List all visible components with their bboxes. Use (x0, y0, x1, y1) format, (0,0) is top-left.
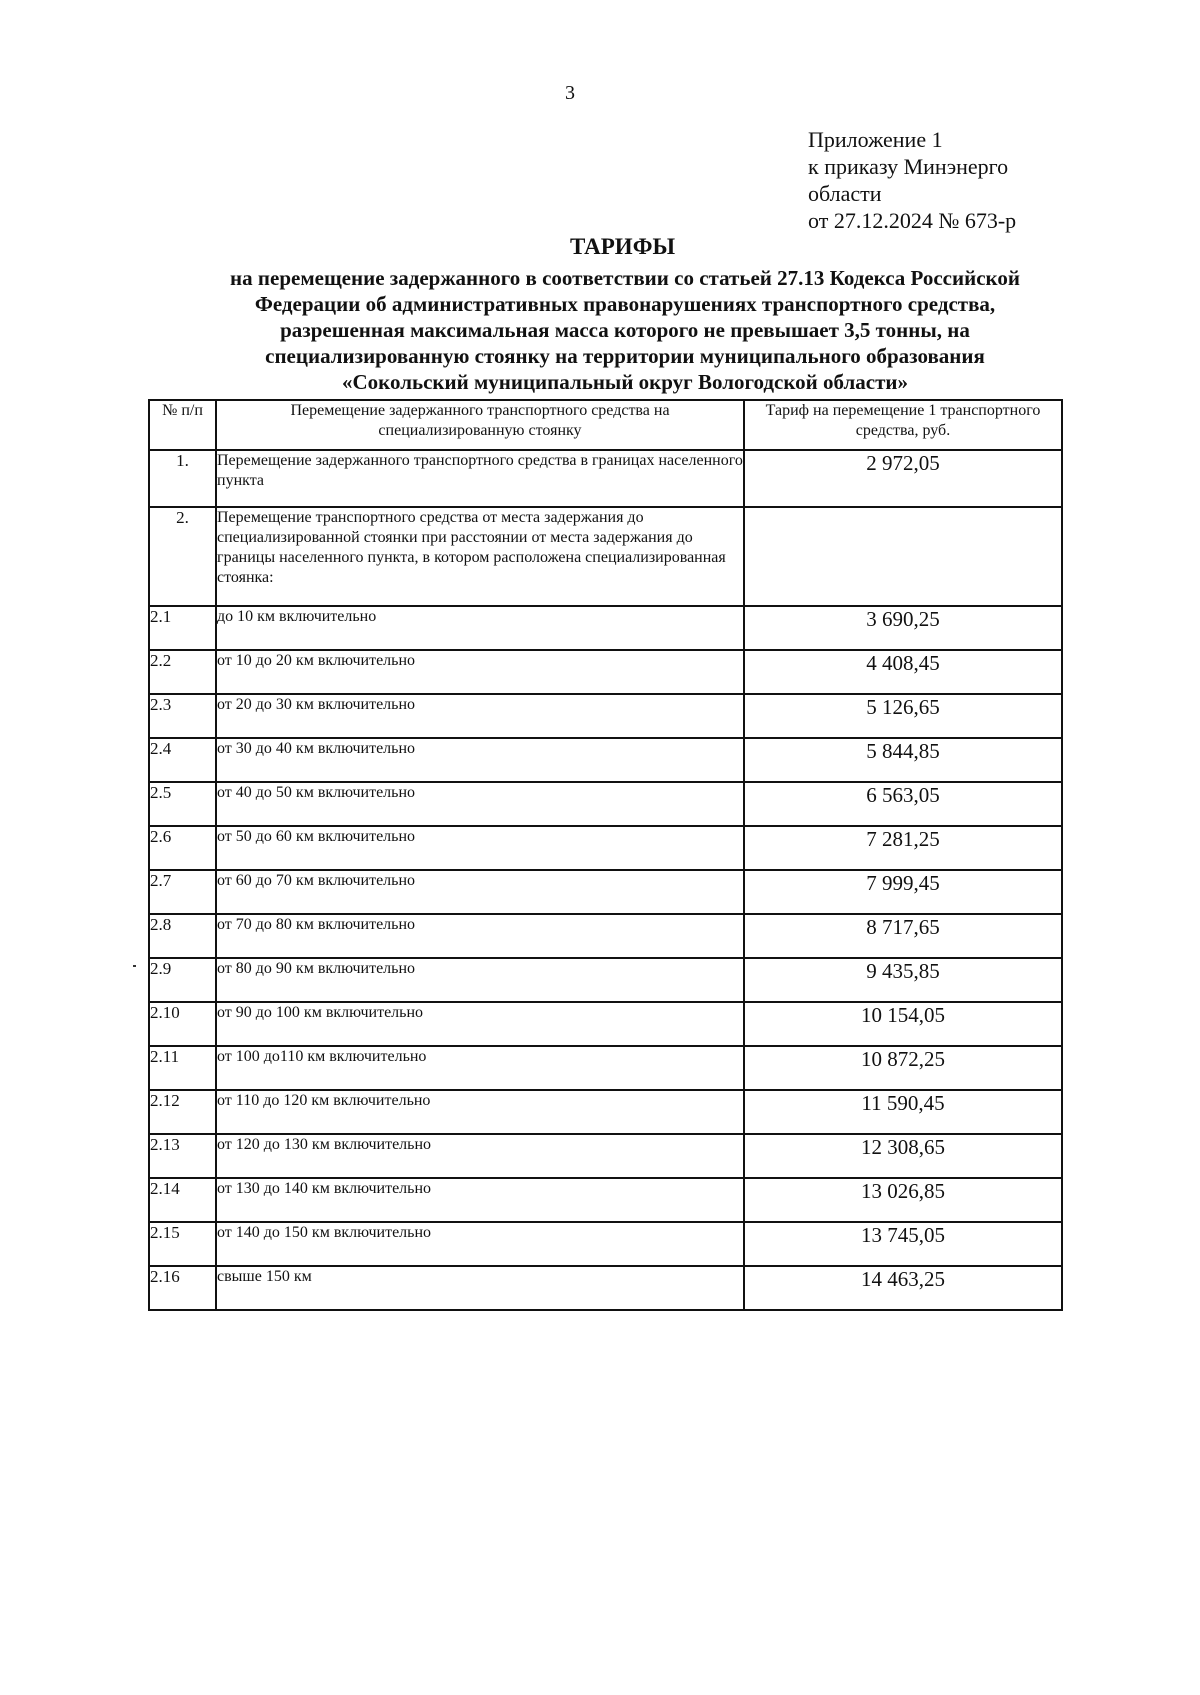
row-tariff: 3 690,25 (744, 606, 1062, 650)
row-tariff: 14 463,25 (744, 1266, 1062, 1310)
row-description: от 60 до 70 км включительно (216, 870, 744, 914)
row-tariff: 8 717,65 (744, 914, 1062, 958)
table-row (149, 782, 1062, 826)
row-number: 1. (149, 450, 216, 507)
row-tariff: 9 435,85 (744, 958, 1062, 1002)
row-description: от 110 до 120 км включительно (216, 1090, 744, 1134)
row-description: от 30 до 40 км включительно (216, 738, 744, 782)
row-description: Перемещение задержанного транспортного средства в границах населенного пункта (216, 450, 744, 507)
row-description: от 20 до 30 км включительно (216, 694, 744, 738)
row-tariff: 7 281,25 (744, 826, 1062, 870)
row-tariff: 7 999,45 (744, 870, 1062, 914)
table-row (149, 606, 1062, 650)
table-row (149, 1266, 1062, 1310)
appendix-line-4: от 27.12.2024 № 673-р (808, 208, 1017, 233)
header-tariff: Тариф на перемещение 1 транспортного средства, руб. (744, 400, 1062, 450)
row-description: от 100 до110 км включительно (216, 1046, 744, 1090)
header-number: № п/п (149, 400, 216, 450)
document-title: ТАРИФЫ (569, 234, 676, 259)
row-tariff: 10 872,25 (744, 1046, 1062, 1090)
subtitle-line-2: Федерации об административных правонарушениях транспортного средства, (254, 292, 996, 316)
row-tariff: 2 972,05 (744, 450, 1062, 507)
row-tariff: 11 590,45 (744, 1090, 1062, 1134)
row-description: свыше 150 км (216, 1266, 744, 1310)
table-row (149, 826, 1062, 870)
row-number: 2.5 (149, 782, 216, 826)
row-description: от 40 до 50 км включительно (216, 782, 744, 826)
row-number: 2.11 (149, 1046, 216, 1090)
table-row (149, 870, 1062, 914)
row-number: 2.6 (149, 826, 216, 870)
table-row (149, 1046, 1062, 1090)
appendix-line-1: Приложение 1 (808, 127, 943, 152)
row-tariff: 6 563,05 (744, 782, 1062, 826)
header-description: Перемещение задержанного транспортного средства на специализированную стоянку (216, 400, 744, 450)
row-description: от 70 до 80 км включительно (216, 914, 744, 958)
table-row (149, 1134, 1062, 1178)
row-number: 2.14 (149, 1178, 216, 1222)
row-number: 2.15 (149, 1222, 216, 1266)
row-tariff: 10 154,05 (744, 1002, 1062, 1046)
table-row (149, 1178, 1062, 1222)
scan-speck (133, 965, 136, 967)
row-tariff: 5 126,65 (744, 694, 1062, 738)
row-description: до 10 км включительно (216, 606, 744, 650)
table-row (149, 738, 1062, 782)
row-number: 2. (149, 507, 216, 606)
row-description: от 90 до 100 км включительно (216, 1002, 744, 1046)
subtitle-line-3: разрешенная максимальная масса которого не превышает 3,5 тонны, на (280, 318, 970, 342)
row-number: 2.8 (149, 914, 216, 958)
table-row (149, 650, 1062, 694)
row-tariff: 13 026,85 (744, 1178, 1062, 1222)
row-number: 2.9 (149, 958, 216, 1002)
row-description: Перемещение транспортного средства от места задержания до специализированной стоянки при расстоянии от места задержания до границы населенного пункта, в котором расположена специализированная стоянка: (216, 507, 744, 606)
row-tariff (744, 507, 1062, 606)
row-number: 2.16 (149, 1266, 216, 1310)
table-row (149, 694, 1062, 738)
row-tariff: 12 308,65 (744, 1134, 1062, 1178)
row-description: от 130 до 140 км включительно (216, 1178, 744, 1222)
row-number: 2.3 (149, 694, 216, 738)
table-row (149, 958, 1062, 1002)
table-row (149, 507, 1062, 606)
row-description: от 50 до 60 км включительно (216, 826, 744, 870)
row-description: от 140 до 150 км включительно (216, 1222, 744, 1266)
appendix-line-3: области (808, 181, 882, 206)
row-number: 2.1 (149, 606, 216, 650)
appendix-block (808, 126, 1016, 234)
row-tariff: 4 408,45 (744, 650, 1062, 694)
subtitle-line-4: специализированную стоянку на территории муниципального образования (265, 344, 985, 368)
row-number: 2.7 (149, 870, 216, 914)
appendix-line-2: к приказу Минэнерго (808, 154, 1009, 179)
table-row (149, 914, 1062, 958)
row-number: 2.4 (149, 738, 216, 782)
document-subtitle (160, 265, 1090, 395)
table-row (149, 1090, 1062, 1134)
table-header-row (149, 400, 1062, 450)
row-description: от 120 до 130 км включительно (216, 1134, 744, 1178)
subtitle-line-5: «Сокольский муниципальный округ Вологодской области» (341, 370, 908, 394)
row-tariff: 5 844,85 (744, 738, 1062, 782)
row-number: 2.12 (149, 1090, 216, 1134)
table-row (149, 1222, 1062, 1266)
row-number: 2.10 (149, 1002, 216, 1046)
row-description: от 10 до 20 км включительно (216, 650, 744, 694)
subtitle-line-1: на перемещение задержанного в соответствии со статьей 27.13 Кодекса Российской (230, 266, 1020, 290)
row-tariff: 13 745,05 (744, 1222, 1062, 1266)
row-number: 2.2 (149, 650, 216, 694)
row-description: от 80 до 90 км включительно (216, 958, 744, 1002)
page-number: 3 (565, 82, 575, 104)
tariff-table (148, 399, 1063, 1311)
table-row (149, 1002, 1062, 1046)
row-number: 2.13 (149, 1134, 216, 1178)
table-row (149, 450, 1062, 507)
